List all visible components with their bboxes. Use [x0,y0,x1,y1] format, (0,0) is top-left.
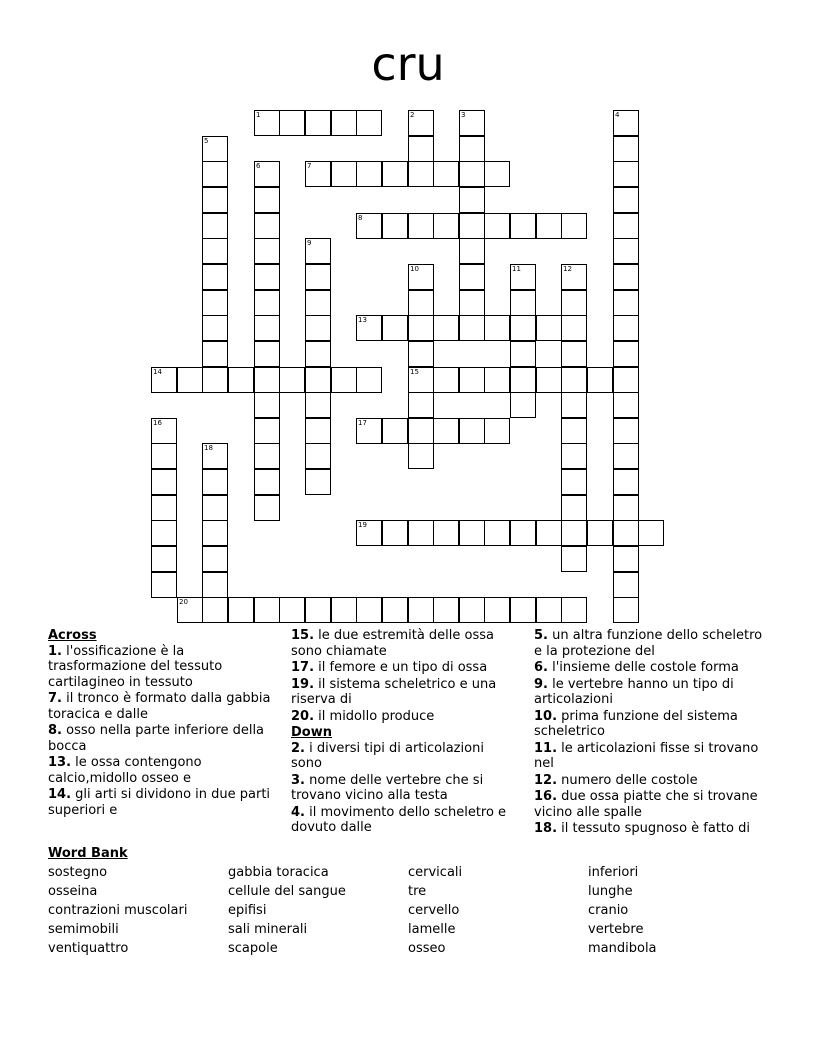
clue-number-label: 11. [534,740,558,756]
grid-cell[interactable] [613,264,639,290]
clue-number: 16 [153,419,162,427]
grid-cell[interactable] [151,418,177,444]
clue-number: 15 [410,368,419,376]
clue-number: 9 [307,239,312,247]
grid-cell[interactable] [228,367,254,393]
clue-number: 1 [256,111,261,119]
word-bank-item: tre [408,884,427,899]
grid-cell[interactable] [459,213,485,239]
clue-number: 12 [563,265,572,273]
grid-cell[interactable] [305,392,331,418]
grid-cell[interactable] [408,341,434,367]
grid-cell[interactable] [561,546,587,572]
grid-cell[interactable] [151,572,177,598]
clue-number: 20 [179,598,188,606]
clues-column-1 [48,628,280,819]
clue-text: il femore e un tipo di ossa [318,660,488,675]
grid-cell[interactable] [331,161,357,187]
grid-cell[interactable] [408,136,434,162]
grid-cell[interactable] [202,597,228,623]
clue-number-label: 15. [291,628,315,643]
clue-number: 18 [204,444,213,452]
grid-cell[interactable] [202,187,228,213]
clue-number-label: 1. [48,643,62,659]
clue-number-label: 2. [291,740,305,756]
grid-cell[interactable] [408,264,434,290]
grid-cell[interactable] [459,367,485,393]
clue-text: nome delle vertebre che si trovano vicino alla testa [291,772,484,803]
clue-number-label: 12. [534,772,558,788]
grid-cell[interactable] [331,110,357,136]
word-bank-list [48,863,788,958]
grid-cell[interactable] [305,315,331,341]
clue-number: 2 [410,111,415,119]
clue-text: le articolazioni fisse si trovano nel [534,740,759,771]
grid-cell[interactable] [202,264,228,290]
grid-cell[interactable] [305,367,331,393]
grid-cell[interactable] [561,315,587,341]
grid-cell[interactable] [484,520,510,546]
grid-cell[interactable] [459,290,485,316]
grid-cell[interactable] [433,213,459,239]
clue-text: il tronco è formato dalla gabbia toracica e dalle [48,691,271,722]
grid-cell[interactable] [254,238,280,264]
clue-number-label: 7. [48,691,62,706]
grid-cell[interactable] [202,213,228,239]
grid-cell[interactable] [510,290,536,316]
grid-cell[interactable] [561,290,587,316]
grid-cell[interactable] [459,161,485,187]
grid-cell[interactable] [408,597,434,623]
grid-cell[interactable] [613,315,639,341]
grid-cell[interactable] [459,136,485,162]
word-bank-item: vertebre [588,922,644,937]
grid-cell[interactable] [561,264,587,290]
grid-cell[interactable] [254,443,280,469]
grid-cell[interactable] [484,418,510,444]
grid-cell[interactable] [408,392,434,418]
grid-cell[interactable] [202,290,228,316]
grid-cell[interactable] [331,367,357,393]
grid-cell[interactable] [202,367,228,393]
grid-cell[interactable] [279,367,305,393]
grid-cell[interactable] [177,367,203,393]
word-bank-item: mandibola [588,941,657,956]
grid-cell[interactable] [202,341,228,367]
clue-item [48,691,280,722]
grid-cell[interactable] [561,392,587,418]
grid-cell[interactable] [433,315,459,341]
clue-item [291,628,513,659]
grid-cell[interactable] [151,367,177,393]
clue-item [534,789,770,820]
grid-cell[interactable] [254,367,280,393]
grid-cell[interactable] [510,315,536,341]
grid-cell[interactable] [433,161,459,187]
grid-cell[interactable] [151,469,177,495]
grid-cell[interactable] [382,520,408,546]
grid-cell[interactable] [356,315,382,341]
grid-cell[interactable] [202,520,228,546]
grid-cell[interactable] [433,597,459,623]
word-bank-item: scapole [228,941,278,956]
grid-cell[interactable] [561,495,587,521]
clue-text: numero delle costole [561,772,698,788]
grid-cell[interactable] [613,367,639,393]
clue-number: 19 [358,521,367,529]
word-bank-item: contrazioni muscolari [48,903,188,918]
clue-number: 5 [204,137,209,145]
clue-item [291,677,513,708]
clue-number-label: 3. [291,772,305,788]
grid-cell[interactable] [561,341,587,367]
down-heading: Down [291,725,332,740]
clue-item [291,709,513,725]
grid-cell[interactable] [459,187,485,213]
clue-item [48,755,280,786]
grid-cell[interactable] [561,213,587,239]
across-heading: Across [48,628,97,643]
grid-cell[interactable] [151,495,177,521]
grid-cell[interactable] [202,469,228,495]
word-bank-heading: Word Bank [48,846,128,861]
clues-column-2 [291,628,513,837]
grid-cell[interactable] [202,136,228,162]
word-bank-item: cervello [408,903,460,918]
grid-cell[interactable] [484,315,510,341]
clue-number-label: 17. [291,660,315,675]
grid-cell[interactable] [613,418,639,444]
clue-text: prima funzione del sistema scheletrico [534,708,738,739]
grid-cell[interactable] [408,443,434,469]
clue-number-label: 20. [291,708,315,724]
grid-cell[interactable] [279,597,305,623]
grid-cell[interactable] [331,597,357,623]
grid-cell[interactable] [459,238,485,264]
grid-cell[interactable] [484,213,510,239]
grid-cell[interactable] [305,238,331,264]
grid-cell[interactable] [305,418,331,444]
grid-cell[interactable] [254,213,280,239]
grid-cell[interactable] [202,495,228,521]
clue-number: 13 [358,316,367,324]
grid-cell[interactable] [254,161,280,187]
clue-number-label: 13. [48,755,72,770]
grid-cell[interactable] [151,520,177,546]
grid-cell[interactable] [408,367,434,393]
clue-number-label: 9. [534,676,548,692]
clue-number: 10 [410,265,419,273]
word-bank-item: cellule del sangue [228,884,346,899]
clue-item [534,628,770,659]
grid-cell[interactable] [459,597,485,623]
grid-cell[interactable] [613,469,639,495]
grid-cell[interactable] [613,213,639,239]
grid-cell[interactable] [510,264,536,290]
clue-number-label: 6. [534,660,548,675]
grid-cell[interactable] [356,367,382,393]
grid-cell[interactable] [254,495,280,521]
word-bank [48,844,788,958]
grid-cell[interactable] [613,110,639,136]
grid-cell[interactable] [305,264,331,290]
clue-number-label: 16. [534,789,558,804]
grid-cell[interactable] [202,443,228,469]
clue-number: 8 [358,214,363,222]
grid-cell[interactable] [356,213,382,239]
word-bank-item: ventiquattro [48,941,129,956]
grid-cell[interactable] [433,418,459,444]
grid-cell[interactable] [561,597,587,623]
grid-cell[interactable] [382,161,408,187]
grid-cell[interactable] [561,418,587,444]
grid-cell[interactable] [613,341,639,367]
grid-cell[interactable] [613,136,639,162]
clues-column-3 [534,628,770,838]
clue-number-label: 19. [291,676,315,692]
clue-item [534,821,770,837]
grid-cell[interactable] [254,264,280,290]
grid-cell[interactable] [459,264,485,290]
clue-text: osso nella parte inferiore della bocca [48,723,265,754]
grid-cell[interactable] [613,572,639,598]
grid-cell[interactable] [510,367,536,393]
grid-cell[interactable] [613,161,639,187]
clue-text: il sistema scheletrico e una riserva di [291,676,497,707]
clue-number-label: 18. [534,821,558,836]
grid-cell[interactable] [536,520,562,546]
grid-cell[interactable] [613,597,639,623]
grid-cell[interactable] [613,187,639,213]
clue-number: 11 [512,265,521,273]
grid-cell[interactable] [382,213,408,239]
grid-cell[interactable] [536,367,562,393]
grid-cell[interactable] [613,495,639,521]
grid-cell[interactable] [613,520,639,546]
grid-cell[interactable] [305,110,331,136]
clue-item [291,773,513,804]
grid-cell[interactable] [305,341,331,367]
grid-cell[interactable] [382,597,408,623]
grid-cell[interactable] [408,315,434,341]
grid-cell[interactable] [254,341,280,367]
grid-cell[interactable] [510,213,536,239]
grid-cell[interactable] [305,469,331,495]
word-bank-item: semimobili [48,922,119,937]
grid-cell[interactable] [484,367,510,393]
grid-cell[interactable] [305,290,331,316]
grid-cell[interactable] [177,597,203,623]
grid-cell[interactable] [382,315,408,341]
grid-cell[interactable] [561,469,587,495]
grid-cell[interactable] [484,161,510,187]
clue-text: le vertebre hanno un tipo di articolazioni [534,676,734,707]
word-bank-item: epifisi [228,903,267,918]
grid-cell[interactable] [305,597,331,623]
grid-cell[interactable] [202,238,228,264]
grid-cell[interactable] [254,418,280,444]
clue-text: due ossa piatte che si trovane vicino alle spalle [534,789,758,820]
grid-cell[interactable] [254,392,280,418]
grid-cell[interactable] [305,443,331,469]
word-bank-item: inferiori [588,865,639,880]
clue-item [534,660,770,676]
grid-cell[interactable] [613,443,639,469]
clue-item [291,805,513,836]
grid-cell[interactable] [459,315,485,341]
clue-text: gli arti si dividono in due parti superiori e [48,787,271,818]
grid-cell[interactable] [536,597,562,623]
word-bank-item: sali minerali [228,922,308,937]
grid-cell[interactable] [433,520,459,546]
word-bank-item: lunghe [588,884,633,899]
clue-item [48,723,280,754]
clue-number: 14 [153,368,162,376]
grid-cell[interactable] [433,367,459,393]
grid-cell[interactable] [408,290,434,316]
grid-cell[interactable] [408,520,434,546]
grid-cell[interactable] [202,546,228,572]
grid-cell[interactable] [459,110,485,136]
clue-number-label: 10. [534,708,558,724]
grid-cell[interactable] [254,597,280,623]
grid-cell[interactable] [279,110,305,136]
word-bank-item: osseina [48,884,98,899]
grid-cell[interactable] [356,597,382,623]
clue-item [291,741,513,772]
word-bank-item: cranio [588,903,629,918]
grid-cell[interactable] [305,161,331,187]
grid-cell[interactable] [561,443,587,469]
word-bank-item: sostegno [48,865,108,880]
grid-cell[interactable] [613,238,639,264]
grid-cell[interactable] [484,597,510,623]
clue-text: le due estremità delle ossa sono chiamate [291,628,495,659]
grid-cell[interactable] [459,520,485,546]
grid-cell[interactable] [202,315,228,341]
clue-number: 7 [307,162,312,170]
grid-cell[interactable] [613,546,639,572]
grid-cell[interactable] [587,520,613,546]
clue-number-label: 5. [534,628,548,643]
clue-text: il tessuto spugnoso è fatto di [561,821,750,836]
grid-cell[interactable] [202,161,228,187]
clue-number-label: 8. [48,723,62,738]
clue-text: l'insieme delle costole forma [552,660,739,675]
clue-number: 17 [358,419,367,427]
clue-number-label: 14. [48,787,72,802]
clue-number: 4 [615,111,620,119]
grid-cell[interactable] [510,520,536,546]
clue-item [534,709,770,740]
grid-cell[interactable] [536,213,562,239]
grid-cell[interactable] [356,418,382,444]
word-bank-item: cervicali [408,865,463,880]
clue-text: il midollo produce [318,708,435,724]
clue-number: 3 [461,111,466,119]
grid-cell[interactable] [510,597,536,623]
grid-cell[interactable] [408,161,434,187]
clue-item [291,660,513,676]
grid-cell[interactable] [510,341,536,367]
grid-cell[interactable] [408,418,434,444]
word-bank-item: gabbia toracica [228,865,329,880]
grid-cell[interactable] [638,520,664,546]
grid-cell[interactable] [382,418,408,444]
grid-cell[interactable] [254,187,280,213]
clue-item [534,773,770,789]
clue-number-label: 4. [291,804,305,820]
clue-text: le ossa contengono calcio,midollo osseo e [48,755,202,786]
clue-text: un altra funzione dello scheletro e la protezione del [534,628,763,659]
grid-cell[interactable] [356,161,382,187]
clue-item [534,741,770,772]
grid-cell[interactable] [408,213,434,239]
grid-cell[interactable] [459,418,485,444]
grid-cell[interactable] [151,443,177,469]
grid-cell[interactable] [228,597,254,623]
grid-cell[interactable] [254,469,280,495]
grid-cell[interactable] [587,367,613,393]
grid-cell[interactable] [613,290,639,316]
grid-cell[interactable] [254,290,280,316]
grid-cell[interactable] [613,392,639,418]
word-bank-item: lamelle [408,922,456,937]
grid-cell[interactable] [254,315,280,341]
grid-cell[interactable] [356,110,382,136]
clue-item [48,787,280,818]
grid-cell[interactable] [510,392,536,418]
clue-text: i diversi tipi di articolazioni sono [291,740,484,771]
clue-text: il movimento dello scheletro e dovuto dalle [291,804,507,835]
grid-cell[interactable] [561,520,587,546]
grid-cell[interactable] [408,110,434,136]
clue-text: l'ossificazione è la trasformazione del tessuto cartilagineo in tessuto [48,643,223,690]
puzzle-title: cru [371,37,445,91]
grid-cell[interactable] [254,110,280,136]
grid-cell[interactable] [151,546,177,572]
grid-cell[interactable] [202,572,228,598]
clue-item [534,677,770,708]
grid-cell[interactable] [561,367,587,393]
word-bank-item: osseo [408,941,446,956]
grid-cell[interactable] [356,520,382,546]
grid-cell[interactable] [536,315,562,341]
clue-item [48,644,280,691]
clue-number: 6 [256,162,261,170]
